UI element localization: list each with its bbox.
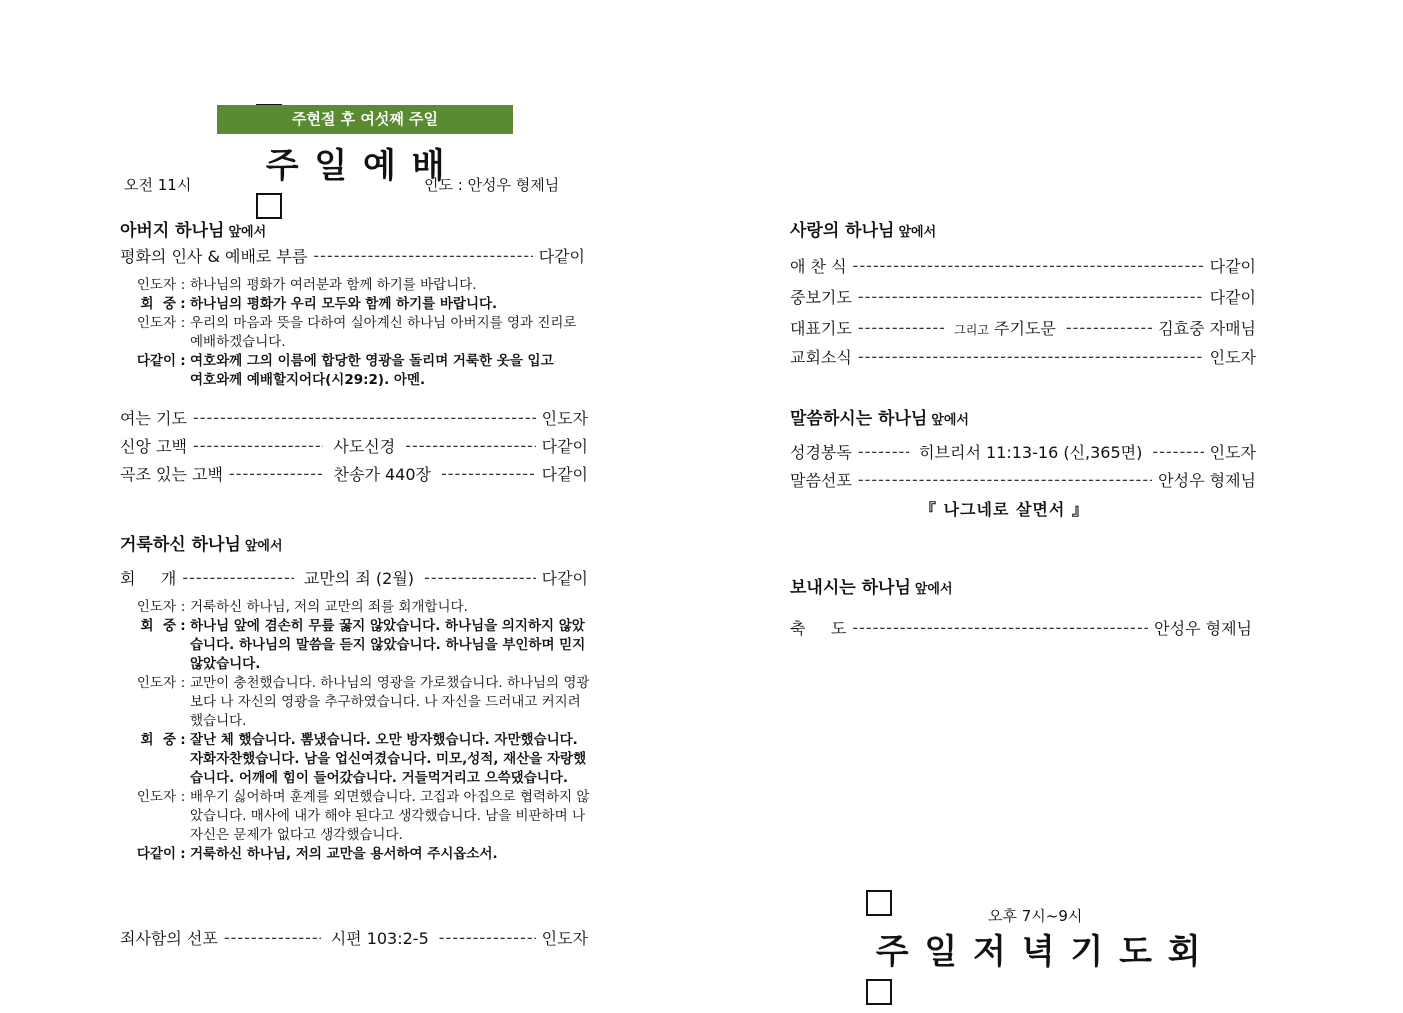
order-item: 말씀선포 ----- 안성우 형제님 [790,468,1256,491]
order-item: 신앙 고백 ----- 사도신경 ----- 다같이 [120,434,588,457]
order-item: 축 도 ----- 안성우 형제님 [790,616,1252,639]
response-line: 인도자 : 교만이 충천했습니다. 하나님의 영광을 가로챘습니다. 하나님의 영광보다 나 자신의 영광을 추구하였습니다. 나 자신을 드러내고 커지려 했습니다. [136,675,590,729]
response-line: 회 중 : 잘난 체 했습니다. 뽐냈습니다. 오만 방자했습니다. 자만했습니다. 자화자찬했습니다. 남을 업신여겼습니다. 미모,성적, 재산을 자랑했습니다. 어깨에 힘이 들어갔습니다. 거들먹거리고 으쓱댔습니다. [140,732,587,786]
service-time: 오전 11시 [124,176,192,194]
section-heading: 말씀하시는 하나님 앞에서 [790,409,969,429]
sermon-title: 『 나그네로 살면서 』 [920,500,1089,519]
section-heading: 보내시는 하나님 앞에서 [790,578,953,598]
order-item: 대표기도 ----- 그리고 주기도문 ----- 김효중 자매님 [790,316,1256,339]
subtitle-banner: 주현절 후 여섯째 주일 [217,105,513,134]
response-line: 회 중 : 하나님 앞에 겸손히 무릎 꿇지 않았습니다. 하나님을 의지하지 않았습니다. 하나님의 말씀을 듣지 않았습니다. 하나님을 부인하며 믿지 않았습니다. [140,618,586,672]
order-item: 애 찬 식 ----- 다같이 [790,254,1256,277]
response-line: 인도자 : 우리의 마음과 뜻을 다하여 실아계신 하나님 아버지를 영과 진리로 예배하겠습니다. [136,315,577,350]
response-line: 다같이 : 거룩하신 하나님, 저의 교만을 용서하여 주시옵소서. [136,846,498,862]
response-line: 다같이 : 여호와께 그의 이름에 합당한 영광을 돌리며 거룩한 옷을 입고 여호와께 예배할지어다(시29:2). 아멘. [136,353,554,388]
order-item: 중보기도 ----- 다같이 [790,285,1256,308]
section-heading: 거룩하신 하나님 앞에서 [120,535,283,555]
order-item: 곡조 있는 고백 ----- 찬송가 440장 ----- 다같이 [120,462,588,485]
section-heading: 아버지 하나님 앞에서 [120,221,267,241]
checkbox-icon [866,979,892,1005]
service-leader: 인도 : 안성우 형제님 [424,176,560,194]
order-item: 여는 기도 ----- 인도자 [120,406,588,429]
response-line: 인도자 : 배우기 싫어하며 훈계를 외면했습니다. 고집과 아집으로 협력하지 않았습니다. 매사에 내가 해야 된다고 생각했습니다. 남을 비판하며 나 자신은 문제가 없다고 생각했습니다. [136,789,590,843]
responsive-reading [110,598,592,864]
section-heading: 사랑의 하나님 앞에서 [790,221,937,241]
order-item: 죄사함의 선포 ----- 시편 103:2-5 ----- 인도자 [120,926,588,949]
order-item: 교회소식 ----- 인도자 [790,345,1256,368]
evening-title: 주 일 저 녁 기 도 회 [838,844,1213,1013]
morning-title: 주 일 예 배 [228,58,457,227]
responsive-reading [110,276,588,390]
order-item: 평화의 인사 & 예배로 부름 ----- 다같이 [120,244,585,267]
evening-time: 오후 7시~9시 [988,907,1083,925]
order-item: 회 개 ----- 교만의 죄 (2월) ----- 다같이 [120,566,588,589]
response-line: 인도자 : 거룩하신 하나님, 저의 교만의 죄를 회개합니다. [136,599,468,615]
checkbox-icon [866,890,892,916]
order-item: 성경봉독 ----- 히브리서 11:13-16 (신,365면) ----- 인도자 [790,440,1256,463]
response-line: 회 중 : 하나님의 평화가 우리 모두와 함께 하기를 바랍니다. [140,296,498,312]
response-line: 인도자 : 하나님의 평화가 여러분과 함께 하기를 바랍니다. [136,277,477,293]
